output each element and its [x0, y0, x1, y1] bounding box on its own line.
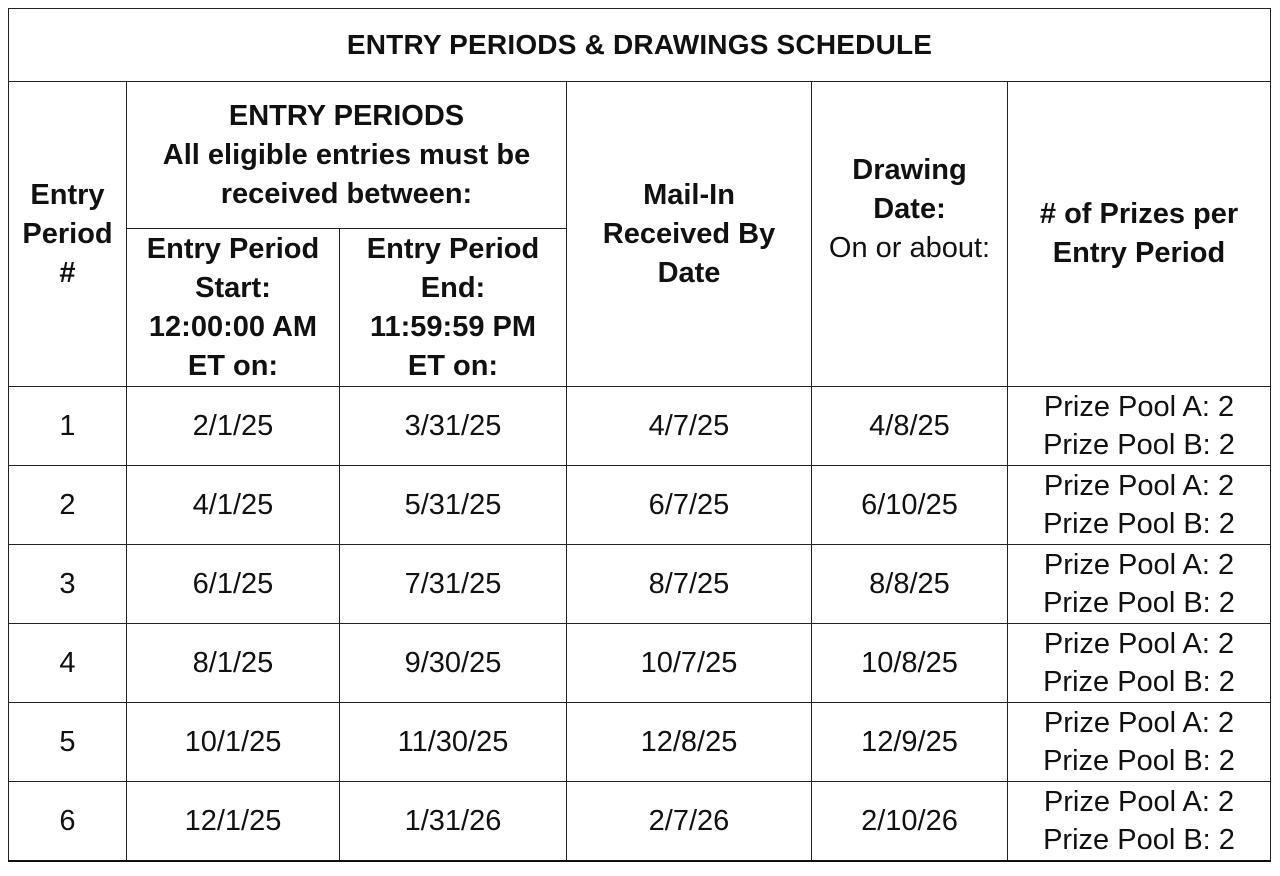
prize-pool-b: Prize Pool B: 2 [1043, 745, 1235, 777]
cell-start: 2/1/25 [127, 387, 340, 466]
cell-drawing: 4/8/25 [812, 387, 1008, 466]
prize-pool-a: Prize Pool A: 2 [1043, 549, 1235, 581]
cell-end: 5/31/25 [340, 466, 567, 545]
cell-drawing: 2/10/26 [812, 782, 1008, 862]
cell-end: 9/30/25 [340, 624, 567, 703]
table-row [9, 545, 1271, 624]
cell-prizes [1008, 466, 1271, 545]
prize-pool-a: Prize Pool A: 2 [1043, 470, 1235, 502]
cell-prizes [1008, 545, 1271, 624]
cell-prizes [1008, 782, 1271, 862]
header-mail-in-label: Mail-In Received By Date [602, 178, 776, 289]
prize-pool-a: Prize Pool A: 2 [1043, 786, 1235, 818]
header-drawing-date-label: Drawing Date: [852, 153, 967, 225]
prize-pool-b: Prize Pool B: 2 [1043, 824, 1235, 856]
prize-pool-a: Prize Pool A: 2 [1043, 628, 1235, 660]
cell-num: 5 [9, 703, 127, 782]
title-row [9, 9, 1271, 82]
header-entry-period-num-label: Entry Period # [22, 178, 113, 289]
header-end-label: Entry Period End: 11:59:59 PM ET on: [366, 232, 540, 382]
schedule-table [8, 8, 1271, 862]
cell-mail-in: 10/7/25 [567, 624, 812, 703]
table-title: ENTRY PERIODS & DRAWINGS SCHEDULE [9, 9, 1271, 82]
header-start [127, 229, 340, 387]
cell-num: 2 [9, 466, 127, 545]
table-row [9, 466, 1271, 545]
cell-end: 11/30/25 [340, 703, 567, 782]
prize-pool-a: Prize Pool A: 2 [1043, 391, 1235, 423]
header-prizes-label: # of Prizes per Entry Period [1039, 198, 1239, 269]
cell-mail-in: 6/7/25 [567, 466, 812, 545]
header-row-1 [9, 82, 1271, 229]
cell-start: 10/1/25 [127, 703, 340, 782]
prize-pool-b: Prize Pool B: 2 [1043, 429, 1235, 461]
table-row [9, 782, 1271, 862]
header-entry-periods-group [127, 82, 567, 229]
header-entry-periods-note: All eligible entries must be received between: [162, 138, 531, 210]
header-mail-in [567, 82, 812, 387]
cell-start: 8/1/25 [127, 624, 340, 703]
cell-drawing: 8/8/25 [812, 545, 1008, 624]
cell-num: 6 [9, 782, 127, 862]
cell-mail-in: 12/8/25 [567, 703, 812, 782]
prize-pool-b: Prize Pool B: 2 [1043, 508, 1235, 540]
cell-end: 7/31/25 [340, 545, 567, 624]
header-end [340, 229, 567, 387]
cell-drawing: 12/9/25 [812, 703, 1008, 782]
header-prizes [1008, 82, 1271, 387]
table-row [9, 703, 1271, 782]
cell-num: 3 [9, 545, 127, 624]
prize-pool-a: Prize Pool A: 2 [1043, 707, 1235, 739]
prize-pool-b: Prize Pool B: 2 [1043, 587, 1235, 619]
table-row [9, 387, 1271, 466]
header-entry-periods-title: ENTRY PERIODS [228, 99, 465, 132]
cell-end: 3/31/25 [340, 387, 567, 466]
cell-start: 6/1/25 [127, 545, 340, 624]
cell-drawing: 10/8/25 [812, 624, 1008, 703]
cell-mail-in: 4/7/25 [567, 387, 812, 466]
header-entry-period-num [9, 82, 127, 387]
header-drawing-date [812, 82, 1008, 387]
cell-prizes [1008, 624, 1271, 703]
prize-pool-b: Prize Pool B: 2 [1043, 666, 1235, 698]
cell-num: 1 [9, 387, 127, 466]
header-drawing-date-note: On or about: [828, 231, 991, 264]
table-row [9, 624, 1271, 703]
header-start-label: Entry Period Start: 12:00:00 AM ET on: [146, 232, 320, 382]
cell-drawing: 6/10/25 [812, 466, 1008, 545]
cell-prizes [1008, 387, 1271, 466]
cell-num: 4 [9, 624, 127, 703]
cell-start: 12/1/25 [127, 782, 340, 862]
cell-prizes [1008, 703, 1271, 782]
cell-mail-in: 2/7/26 [567, 782, 812, 862]
cell-mail-in: 8/7/25 [567, 545, 812, 624]
cell-end: 1/31/26 [340, 782, 567, 862]
cell-start: 4/1/25 [127, 466, 340, 545]
